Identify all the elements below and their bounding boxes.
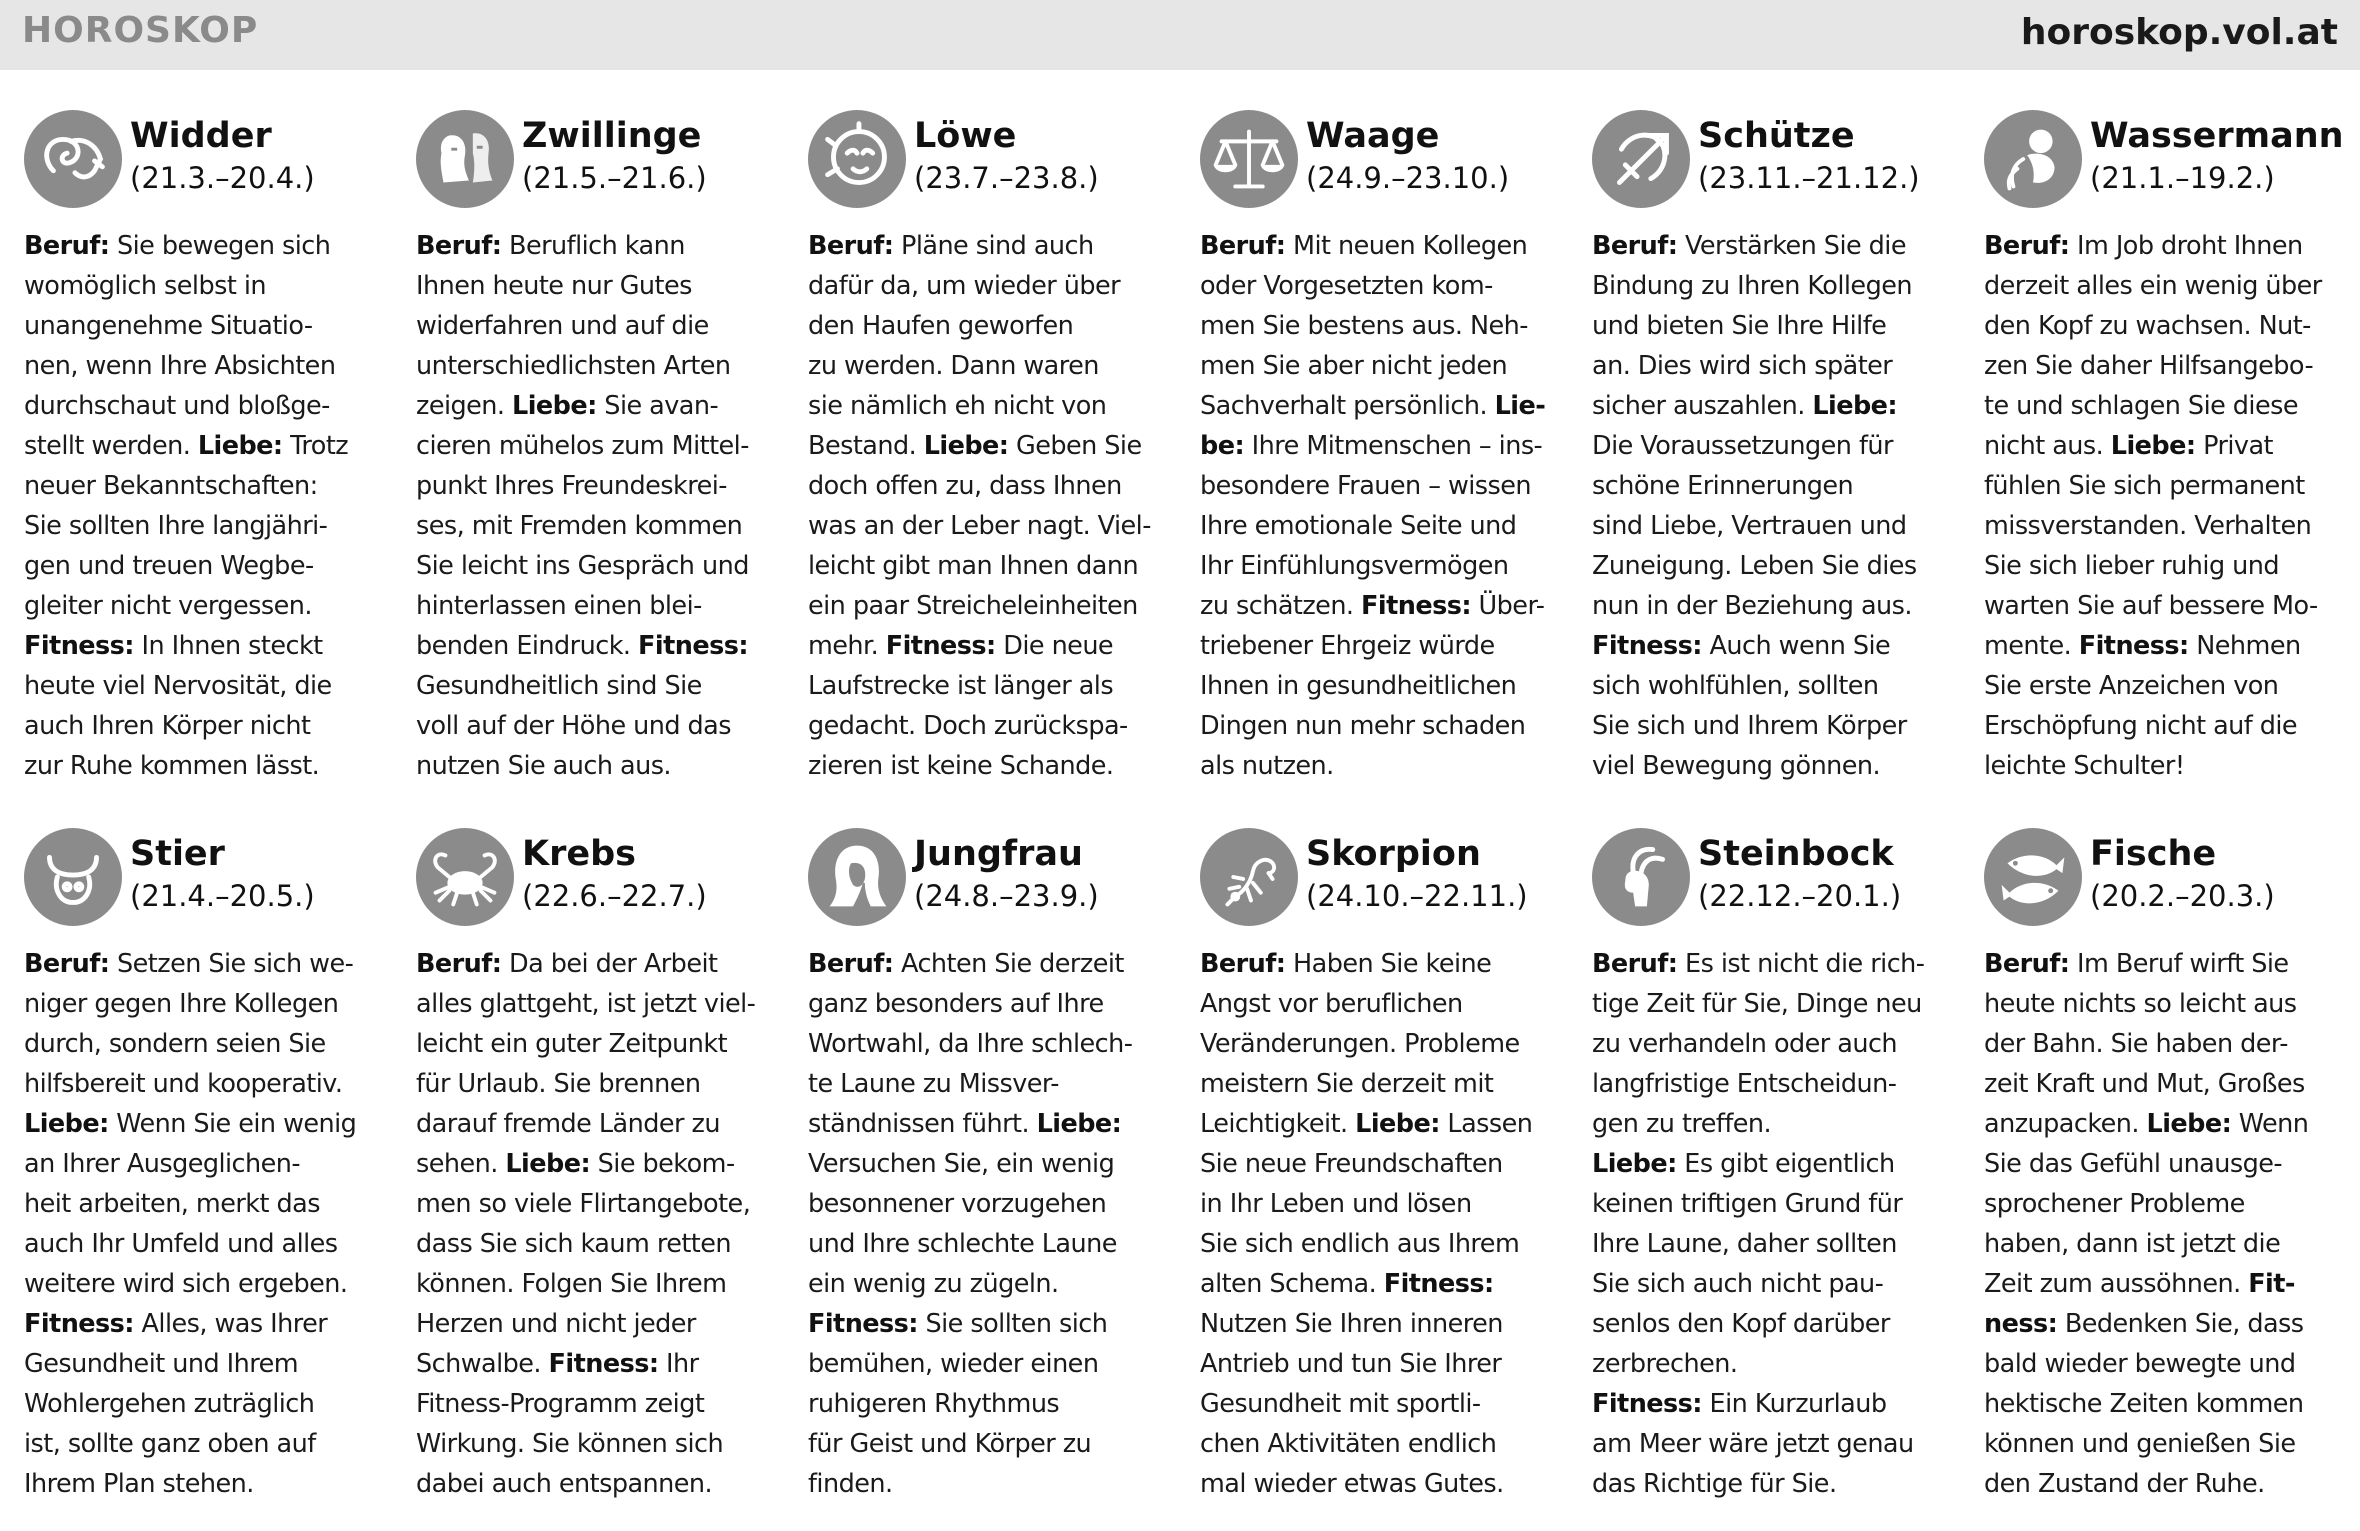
sign-text: Beruf: Setzen Sie sich we- niger gegen Ihre Kollegen durch, sondern seien Sie hilfsbereit und kooperativ. Liebe: Wenn Sie ein wenig an Ihrer Ausgeglichen- heit arbeiten, merkt das auch Ihr Umfeld und alles weitere wird sich ergeben. Fitness: Alles, was Ihrer Gesundheit und Ihrem Wohlergehen zuträglich ist, sollte ganz oben auf Ihrem Plan stehen. [24, 949, 357, 1499]
sign-name: Wassermann [2090, 116, 2344, 156]
sign-card-waage [1198, 110, 1570, 810]
page-title: HOROSKOP [22, 10, 259, 51]
sign-card-loewe [806, 110, 1178, 810]
sign-name: Steinbock [1698, 834, 1894, 874]
sign-text: Beruf: Da bei der Arbeit alles glattgeht, ist jetzt viel- leicht ein guter Zeitpunkt für Urlaub. Sie brennen darauf fremde Länder zu sehen. Liebe: Sie bekom- men so viele Flirtangebote, dass Sie sich kaum retten können. Folgen Sie Ihrem Herzen und nicht jeder Schwalbe. Fitness: Ihr Fitness-Programm zeigt Wirkung. Sie können sich dabei auch entspannen. [416, 949, 756, 1499]
water-bearer-icon [1984, 110, 2082, 208]
sign-name: Fische [2090, 834, 2217, 874]
sign-name: Widder [130, 116, 272, 156]
sign-date: (21.5.–21.6.) [522, 161, 707, 195]
virgin-icon [808, 828, 906, 926]
twins-icon [416, 110, 514, 208]
sign-name: Löwe [914, 116, 1017, 156]
sign-name: Zwillinge [522, 116, 702, 156]
sign-date: (24.8.–23.9.) [914, 879, 1099, 913]
sign-card-stier [22, 828, 394, 1528]
sign-date: (21.4.–20.5.) [130, 879, 315, 913]
lion-icon [808, 110, 906, 208]
sign-card-fische [1982, 828, 2354, 1528]
header-bar [0, 0, 2360, 70]
sign-text: Beruf: Es ist nicht die rich- tige Zeit für Sie, Dinge neu zu verhandeln oder auch langfristige Entscheidun- gen zu treffen. Liebe: Es gibt eigentlich keinen triftigen Grund für Ihre Laune, daher sollten Sie sich auch nicht pau- senlos den Kopf darüber zerbrechen. Fitness: Ein Kurzurlaub am Meer wäre jetzt genau das Richtige für Sie. [1592, 949, 1925, 1499]
sign-name: Schütze [1698, 116, 1855, 156]
ibex-icon [1592, 828, 1690, 926]
archer-icon [1592, 110, 1690, 208]
sign-name: Stier [130, 834, 225, 874]
sign-name: Krebs [522, 834, 637, 874]
sign-date: (24.9.–23.10.) [1306, 161, 1510, 195]
scales-icon [1200, 110, 1298, 208]
bull-icon [24, 828, 122, 926]
sign-text: Beruf: Im Job droht Ihnen derzeit alles ein wenig über den Kopf zu wachsen. Nut- zen Sie daher Hilfsangebo- te und schlagen Sie diese nicht aus. Liebe: Privat fühlen Sie sich permanent missverstanden. Verhalten Sie sich lieber ruhig und warten Sie auf bessere Mo- mente. Fitness: Nehmen Sie erste Anzeichen von Erschöpfung nicht auf die leichte Schulter! [1984, 231, 2322, 781]
sign-card-steinbock [1590, 828, 1962, 1528]
scorpion-icon [1200, 828, 1298, 926]
sign-date: (20.2.–20.3.) [2090, 879, 2275, 913]
sign-date: (22.12.–20.1.) [1698, 879, 1902, 913]
sign-text: Beruf: Beruflich kann Ihnen heute nur Gutes widerfahren und auf die unterschiedlichsten Arten zeigen. Liebe: Sie avan- cieren mühelos zum Mittel- punkt Ihres Freundeskrei- ses, mit Fremden kommen Sie leicht ins Gespräch und hinterlassen einen blei- benden Eindruck. Fitness: Gesundheitlich sind Sie voll auf der Höhe und das nutzen Sie auch aus. [416, 231, 749, 781]
sign-name: Jungfrau [914, 834, 1083, 874]
sign-card-wassermann [1982, 110, 2354, 810]
sign-card-schuetze [1590, 110, 1962, 810]
sign-date: (23.7.–23.8.) [914, 161, 1099, 195]
fish-icon [1984, 828, 2082, 926]
sign-text: Beruf: Sie bewegen sich womöglich selbst in unangenehme Situatio- nen, wenn Ihre Absichten durchschaut und bloßge- stellt werden. Liebe: Trotz neuer Bekanntschaften: Sie sollten Ihre langjähri- gen und treuen Wegbe- gleiter nicht vergessen. Fitness: In Ihnen steckt heute viel Nervosität, die auch Ihren Körper nicht zur Ruhe kommen lässt. [24, 231, 349, 781]
ram-icon [24, 110, 122, 208]
sign-date: (23.11.–21.12.) [1698, 161, 1920, 195]
sign-card-widder [22, 110, 394, 810]
sign-date: (21.3.–20.4.) [130, 161, 315, 195]
sign-name: Waage [1306, 116, 1440, 156]
sign-card-skorpion [1198, 828, 1570, 1528]
site-link[interactable]: horoskop.vol.at [2020, 12, 2338, 53]
sign-text: Beruf: Achten Sie derzeit ganz besonders auf Ihre Wortwahl, da Ihre schlech- te Laune zu Missver- ständnissen führt. Liebe: Versuchen Sie, ein wenig besonnener vorzugehen und Ihre schlechte Laune ein wenig zu zügeln. Fitness: Sie sollten sich bemühen, wieder einen ruhigeren Rhythmus für Geist und Körper zu finden. [808, 949, 1133, 1499]
sign-text: Beruf: Pläne sind auch dafür da, um wieder über den Haufen geworfen zu werden. Dann waren sie nämlich eh nicht von Bestand. Liebe: Geben Sie doch offen zu, dass Ihnen was an der Leber nagt. Viel- leicht gibt man Ihnen dann ein paar Streicheleinheiten mehr. Fitness: Die neue Laufstrecke ist länger als gedacht. Doch zurückspa- zieren ist keine Schande. [808, 231, 1151, 781]
sign-date: (21.1.–19.2.) [2090, 161, 2275, 195]
sign-date: (22.6.–22.7.) [522, 879, 707, 913]
sign-card-jungfrau [806, 828, 1178, 1528]
sign-card-zwillinge [414, 110, 786, 810]
sign-name: Skorpion [1306, 834, 1481, 874]
sign-text: Beruf: Haben Sie keine Angst vor beruflichen Veränderungen. Probleme meistern Sie derzeit mit Leichtigkeit. Liebe: Lassen Sie neue Freundschaften in Ihr Leben und lösen Sie sich endlich aus Ihrem alten Schema. Fitness: Nutzen Sie Ihren inneren Antrieb und tun Sie Ihrer Gesundheit mit sportli- chen Aktivitäten endlich mal wieder etwas Gutes. [1200, 949, 1533, 1499]
sign-text: Beruf: Mit neuen Kollegen oder Vorgesetzten kom- men Sie bestens aus. Neh- men Sie aber nicht jeden Sachverhalt persönlich. Lie- be: Ihre Mitmenschen – ins- besondere Frauen – wissen Ihre emotionale Seite und Ihr Einfühlungsvermögen zu schätzen. Fitness: Über- triebener Ehrgeiz würde Ihnen in gesundheitlichen Dingen nun mehr schaden als nutzen. [1200, 231, 1546, 781]
crab-icon [416, 828, 514, 926]
sign-text: Beruf: Im Beruf wirft Sie heute nichts so leicht aus der Bahn. Sie haben der- zeit Kraft und Mut, Großes anzupacken. Liebe: Wenn Sie das Gefühl unausge- sprochener Probleme haben, dann ist jetzt die Zeit zum aussöhnen. Fit- ness: Bedenken Sie, dass bald wieder bewegte und hektische Zeiten kommen können und genießen Sie den Zustand der Ruhe. [1984, 949, 2309, 1499]
sign-text: Beruf: Verstärken Sie die Bindung zu Ihren Kollegen und bieten Sie Ihre Hilfe an. Dies wird sich später sicher auszahlen. Liebe: Die Voraussetzungen für schöne Erinnerungen sind Liebe, Vertrauen und Zuneigung. Leben Sie dies nun in der Beziehung aus. Fitness: Auch wenn Sie sich wohlfühlen, sollten Sie sich und Ihrem Körper viel Bewegung gönnen. [1592, 231, 1917, 781]
sign-card-krebs [414, 828, 786, 1528]
sign-date: (24.10.–22.11.) [1306, 879, 1528, 913]
